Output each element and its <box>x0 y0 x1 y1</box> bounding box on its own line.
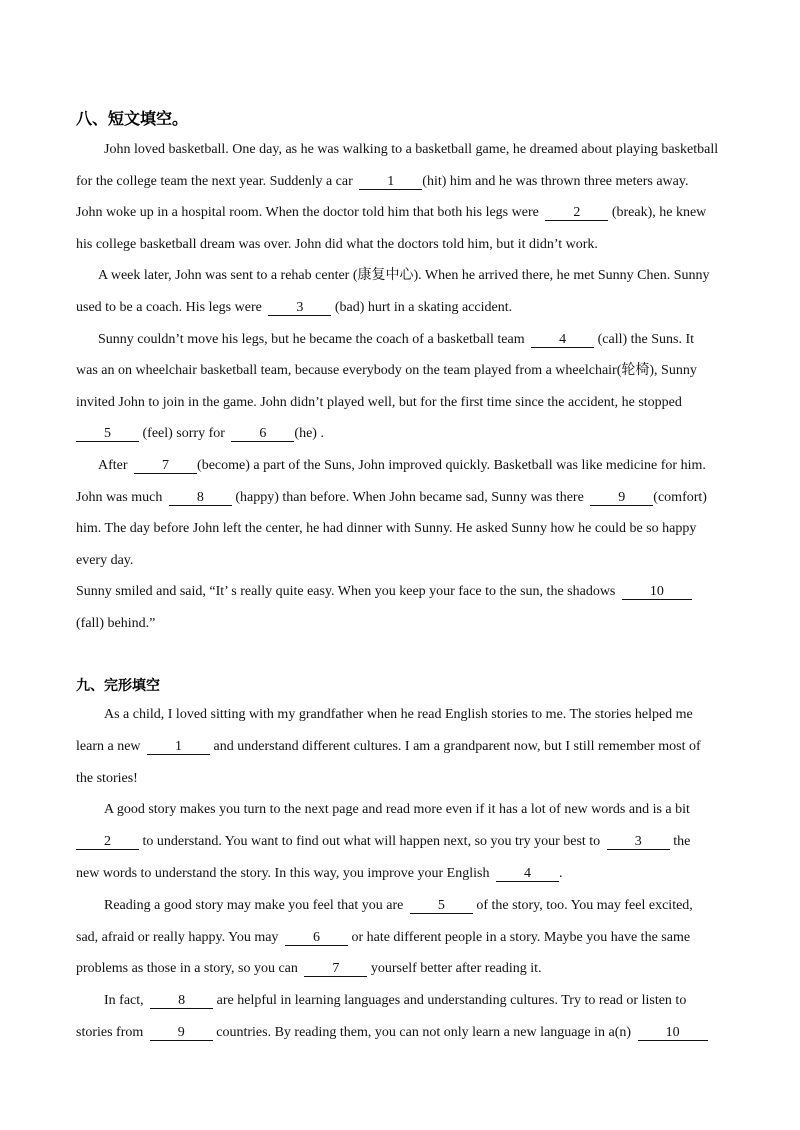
text-line <box>76 858 736 890</box>
text-line <box>76 513 736 545</box>
text-line <box>76 953 736 985</box>
line-text: (feel) sorry for <box>139 426 229 442</box>
line-text: the <box>669 834 691 850</box>
text-line <box>76 763 736 795</box>
line-text: or hate different people in a story. Maybe you have the same <box>347 929 691 945</box>
line-text: In fact, <box>104 993 148 1009</box>
line-text: him. The day before John left the center, he had dinner with Sunny. He asked Sunny how he could be so happy <box>76 521 697 537</box>
passage-fill-section <box>76 134 736 640</box>
text-line <box>76 576 736 608</box>
line-text: A week later, John was sent to a rehab center (康复中心). When he arrived there, he met Sunny Chen. Sunny <box>98 268 710 284</box>
line-text: As a child, I loved sitting with my grandfather when he read English stories to me. The stories helped me <box>104 707 693 722</box>
line-text: (hit) him and he was thrown three meters away. <box>422 173 689 189</box>
answer-blank: 3 <box>268 301 331 316</box>
text-line <box>76 826 736 858</box>
text-line <box>76 418 736 450</box>
line-text: (he) . <box>294 426 324 442</box>
text-line <box>76 608 736 640</box>
answer-blank: 2 <box>76 835 139 850</box>
answer-blank: 8 <box>169 491 232 506</box>
answer-blank: 2 <box>545 206 608 221</box>
answer-blank: 1 <box>359 175 422 190</box>
answer-blank: 10 <box>622 585 692 600</box>
text-line <box>76 985 736 1017</box>
paragraph <box>76 699 736 794</box>
answer-blank: 7 <box>304 962 367 977</box>
answer-blank: 4 <box>531 333 594 348</box>
text-line <box>76 699 736 731</box>
text-line <box>76 922 736 954</box>
answer-blank: 8 <box>150 994 213 1009</box>
line-text: countries. By reading them, you can not only learn a new language in a(n) <box>212 1024 635 1040</box>
line-text: After <box>98 457 132 473</box>
answer-blank: 6 <box>231 427 294 442</box>
line-text: learn a new <box>76 738 145 754</box>
paragraph <box>76 450 736 576</box>
text-line <box>76 450 736 482</box>
line-text: new words to understand the story. In this way, you improve your English <box>76 865 493 881</box>
line-text: problems as those in a story, so you can <box>76 961 302 977</box>
paragraph <box>76 134 736 260</box>
line-text: to understand. You want to find out what will happen next, so you try your best to <box>139 834 604 850</box>
text-line <box>76 731 736 763</box>
answer-blank: 4 <box>496 867 559 882</box>
text-line <box>76 166 736 198</box>
line-text: (comfort) <box>653 489 707 505</box>
paragraph <box>76 576 736 639</box>
paragraph <box>76 890 736 985</box>
line-text: (bad) hurt in a skating accident. <box>331 299 513 315</box>
answer-blank: 5 <box>410 899 473 914</box>
line-text: used to be a coach. His legs were <box>76 299 266 315</box>
line-text: sad, afraid or really happy. You may <box>76 929 282 945</box>
paragraph <box>76 324 736 450</box>
section-heading: 九、完形填空 <box>76 678 160 694</box>
line-text: John loved basketball. One day, as he was walking to a basketball game, he dreamed about playing basketball <box>104 142 719 157</box>
answer-blank: 9 <box>590 491 653 506</box>
answer-blank: 10 <box>638 1026 708 1041</box>
text-line <box>76 260 736 292</box>
answer-blank: 7 <box>134 459 197 474</box>
paragraph <box>76 985 736 1049</box>
line-text: John woke up in a hospital room. When the doctor told him that both his legs were <box>76 205 543 221</box>
line-text: every day. <box>76 552 134 568</box>
line-text: Sunny smiled and said, “It’ s really quite easy. When you keep your face to the sun, the shadows <box>76 584 619 600</box>
line-text: (break), he knew <box>608 205 707 221</box>
line-text: (happy) than before. When John became sad, Sunny was there <box>231 489 588 505</box>
text-line <box>76 134 736 166</box>
line-text: was an on wheelchair basketball team, because everybody on the team played from a wheelchair(轮椅), Sunny <box>76 363 697 379</box>
line-text: the stories! <box>76 770 138 786</box>
paragraph <box>76 260 736 323</box>
line-text: Sunny couldn’t move his legs, but he became the coach of a basketball team <box>98 331 529 347</box>
text-line <box>76 387 736 419</box>
paragraph <box>76 794 736 889</box>
line-text: A good story makes you turn to the next page and read more even if it has a lot of new words and is a bit <box>104 802 690 818</box>
line-text: (call) the Suns. It <box>594 331 695 347</box>
text-line <box>76 292 736 324</box>
text-line <box>76 197 736 229</box>
answer-blank: 3 <box>607 835 670 850</box>
answer-blank: 6 <box>285 931 348 946</box>
line-text: stories from <box>76 1024 147 1040</box>
section-heading: 八、短文填空。 <box>76 109 189 128</box>
line-text: and understand different cultures. I am a grandparent now, but I still remember most of <box>210 738 701 754</box>
line-text: (become) a part of the Suns, John improved quickly. Basketball was like medicine for him. <box>197 457 706 473</box>
answer-blank: 1 <box>147 740 210 755</box>
answer-blank: 9 <box>150 1026 213 1041</box>
line-text: for the college team the next year. Suddenly a car <box>76 173 357 189</box>
line-text: . <box>558 865 563 881</box>
text-line <box>76 1017 736 1049</box>
text-line <box>76 545 736 577</box>
line-text: are helpful in learning languages and understanding cultures. Try to read or listen to <box>213 993 687 1009</box>
line-text: of the story, too. You may feel excited, <box>472 897 693 913</box>
cloze-section <box>76 699 736 1049</box>
line-text: John was much <box>76 489 166 505</box>
line-text: yourself better after reading it. <box>367 961 542 977</box>
line-text: invited John to join in the game. John didn’t played well, but for the first time since the accident, he stopped <box>76 394 682 410</box>
text-line <box>76 355 736 387</box>
text-line <box>76 324 736 356</box>
text-line <box>76 482 736 514</box>
text-line <box>76 229 736 261</box>
text-line <box>76 794 736 826</box>
line-text: his college basketball dream was over. John did what the doctors told him, but it didn’t work. <box>76 236 598 252</box>
line-text: (fall) behind.” <box>76 615 156 631</box>
text-line <box>76 890 736 922</box>
answer-blank: 5 <box>76 427 139 442</box>
line-text: Reading a good story may make you feel that you are <box>104 897 407 913</box>
